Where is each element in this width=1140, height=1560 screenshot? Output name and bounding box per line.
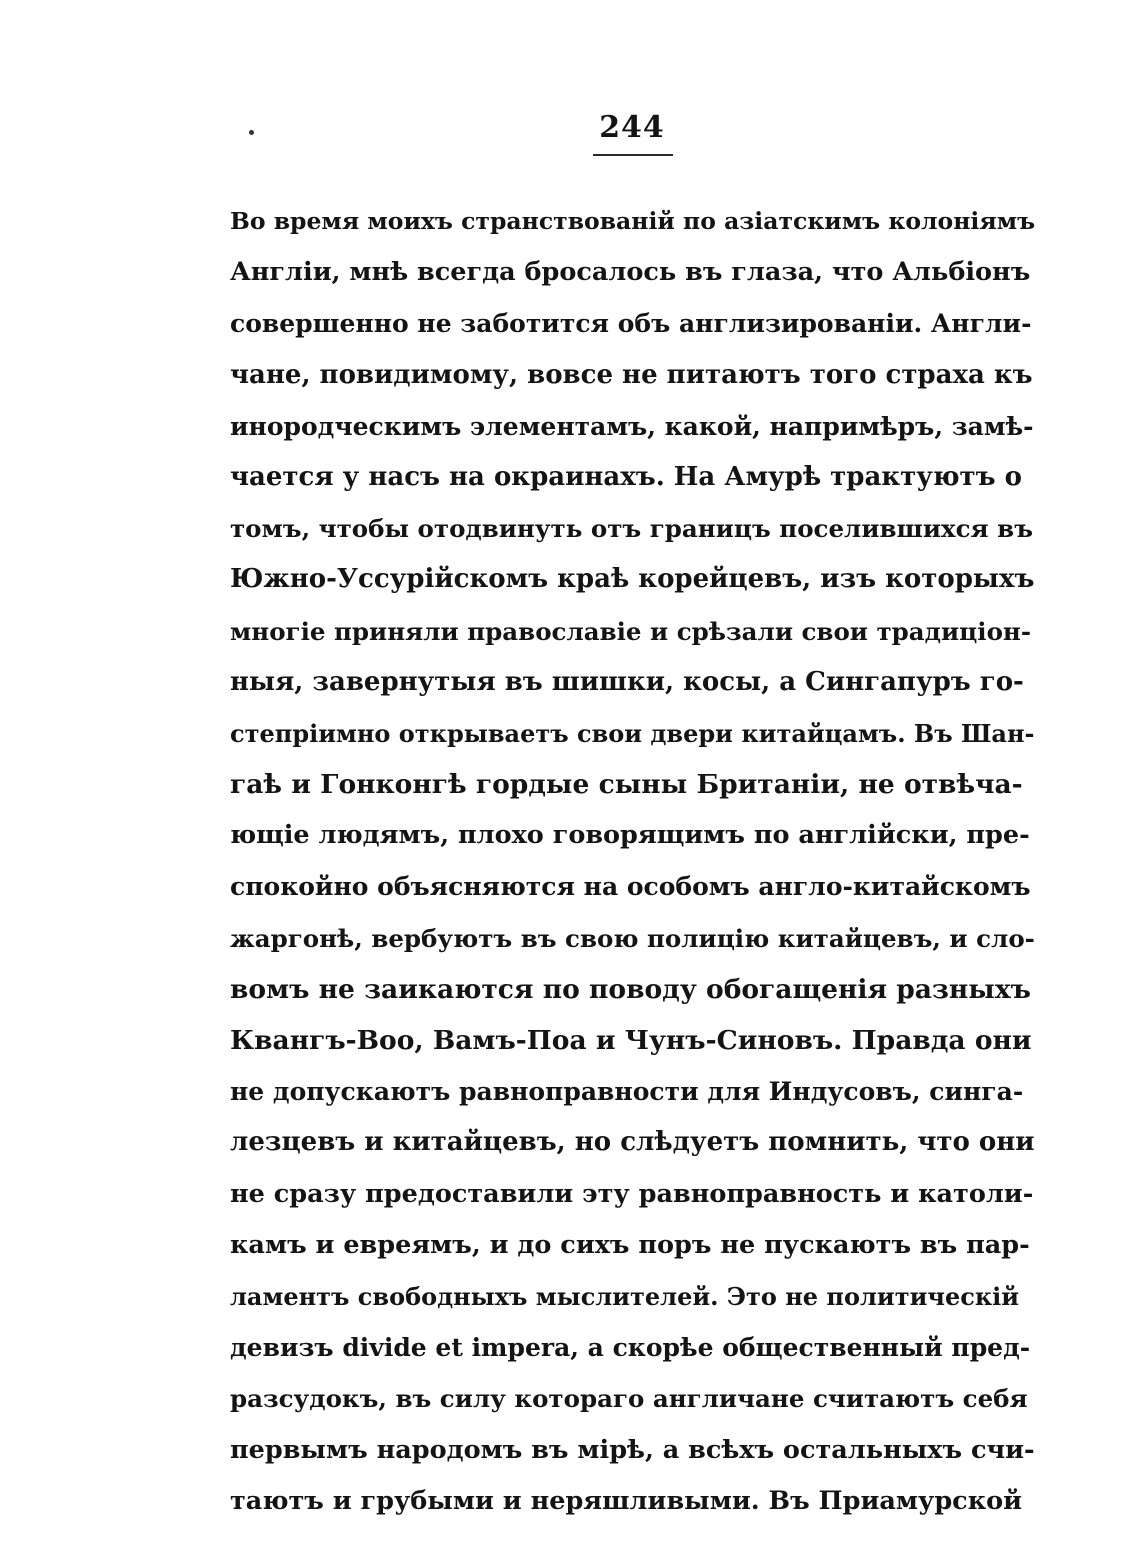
text-line: Квангъ-Воо, Вамъ-Поа и Чунъ-Синовъ. Правда они	[230, 1025, 1032, 1056]
text-line: таютъ и грубыми и неряшливыми. Въ Приамурской	[230, 1485, 1023, 1516]
text-line: ныя, завернутыя въ шишки, косы, а Сингапуръ го-	[230, 666, 1024, 697]
text-line: первымъ народомъ въ мірѣ, а всѣхъ остальныхъ счи-	[230, 1434, 1035, 1465]
text-line: лезцевъ и китайцевъ, но слѣдуетъ помнить, что они	[230, 1127, 1035, 1158]
text-line: томъ, чтобы отодвинуть отъ границъ поселившихся въ	[230, 514, 1033, 544]
text-line: камъ и евреямъ, и до сихъ поръ не пускаютъ въ пар-	[230, 1229, 1030, 1260]
text-line: Южно-Уссурійскомъ краѣ корейцевъ, изъ которыхъ	[230, 564, 1035, 595]
text-line: вомъ не заикаются по поводу обогащенія разныхъ	[230, 973, 1031, 1005]
text-line: гаѣ и Гонконгѣ гордые сыны Британіи, не отвѣча-	[230, 769, 1023, 801]
text-line: разсудокъ, въ силу котораго англичане считаютъ себя	[230, 1384, 1028, 1414]
text-line: ющіе людямъ, плохо говорящимъ по англійски, пре-	[230, 820, 1030, 851]
body-text	[230, 196, 1035, 1527]
page-number-rule	[593, 154, 673, 156]
text-line: Во время моихъ странствованій по азіатскимъ колоніямъ	[230, 207, 1035, 235]
text-line: жаргонѣ, вербуютъ въ свою полицію китайцевъ, и сло-	[230, 923, 1035, 953]
text-line: многіе приняли православіе и срѣзали свои традиціон-	[230, 616, 1032, 646]
text-line: чается у насъ на окраинахъ. На Амурѣ трактуютъ о	[230, 461, 1022, 492]
text-line: степріимно открываетъ свои двери китайцамъ. Въ Шан-	[230, 718, 1035, 748]
text-line: совершенно не заботится объ англизированіи. Англи-	[230, 309, 1032, 339]
text-line: спокойно объясняются на особомъ англо-китайскомъ	[230, 872, 1031, 902]
text-line: девизъ divide et impera, а скорѣе общественный пред-	[230, 1333, 1031, 1363]
page-number: 244	[599, 110, 665, 145]
text-line: не сразу предоставили эту равноправность и католи-	[230, 1178, 1034, 1209]
text-line: не допускаютъ равноправности для Индусовъ, синга-	[230, 1077, 1024, 1107]
text-line: чане, повидимому, вовсе не питаютъ того страха къ	[230, 359, 1033, 390]
text-line: инородческимъ элементамъ, какой, напримѣръ, замѣ-	[230, 411, 1034, 441]
text-line: ламентъ свободныхъ мыслителей. Это не политическій	[230, 1281, 1020, 1311]
text-line: Англіи, мнѣ всегда бросалось въ глаза, что Альбіонъ	[230, 257, 1031, 288]
